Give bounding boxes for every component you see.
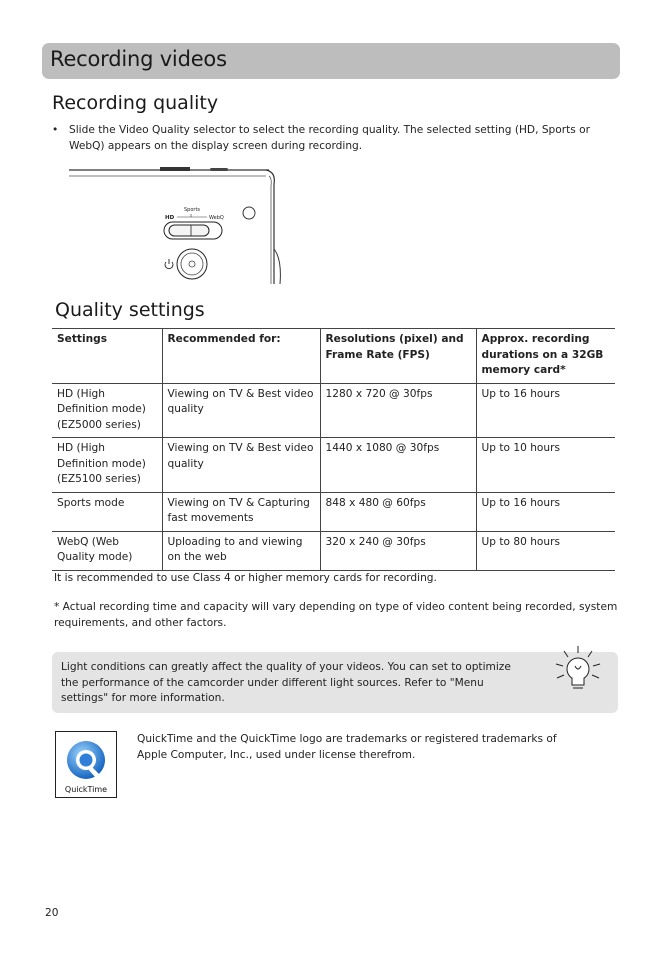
column-header: Approx. recording durations on a 32GB memory card* bbox=[476, 329, 615, 384]
quicktime-logo-label: QuickTime bbox=[64, 785, 108, 794]
section-title-bar bbox=[42, 43, 620, 79]
table-cell: Uploading to and viewing on the web bbox=[162, 531, 320, 570]
table-cell: 1440 x 1080 @ 30fps bbox=[320, 438, 476, 493]
table-cell: Viewing on TV & Capturing fast movements bbox=[162, 492, 320, 531]
tip-text: Light conditions can greatly affect the quality of your videos. You can set to optimize the performance of the camcorder under different light sources. Refer to "Menu settings" for more information. bbox=[61, 661, 511, 704]
table-cell: Up to 80 hours bbox=[476, 531, 615, 570]
tip-box bbox=[52, 652, 618, 713]
table-cell: HD (High Definition mode) (EZ5000 series) bbox=[52, 383, 162, 438]
lightbulb-icon bbox=[552, 644, 604, 696]
page-number: 20 bbox=[45, 907, 59, 919]
table-header-row bbox=[52, 329, 615, 384]
quicktime-logo bbox=[55, 731, 117, 798]
quality-settings-heading: Quality settings bbox=[55, 299, 205, 321]
table-row bbox=[52, 531, 615, 570]
hd-label: HD bbox=[165, 215, 175, 221]
table-row bbox=[52, 383, 615, 438]
table-cell: Up to 10 hours bbox=[476, 438, 615, 493]
webq-label: WebQ bbox=[209, 215, 224, 221]
bullet-dot: • bbox=[52, 124, 59, 136]
sports-label: Sports bbox=[184, 207, 201, 213]
camcorder-selector-illustration bbox=[66, 164, 291, 288]
quicktime-q-icon bbox=[56, 736, 116, 788]
recording-quality-heading: Recording quality bbox=[52, 92, 219, 114]
power-icon bbox=[165, 259, 173, 269]
bullet-text: Slide the Video Quality selector to select the recording quality. The selected setting (HD, Sports or WebQ) appears on the display screen during recording. bbox=[69, 124, 590, 152]
table-cell: Viewing on TV & Best video quality bbox=[162, 438, 320, 493]
table-cell: Sports mode bbox=[52, 492, 162, 531]
table-cell: HD (High Definition mode) (EZ5100 series) bbox=[52, 438, 162, 493]
asterisk-note: * Actual recording time and capacity will vary depending on type of video content being recorded, system requirements, and other factors. bbox=[54, 601, 618, 629]
quicktime-trademark-text: QuickTime and the QuickTime logo are trademarks or registered trademarks of Apple Computer, Inc., used under license therefrom. bbox=[137, 733, 557, 761]
table-cell: 320 x 240 @ 30fps bbox=[320, 531, 476, 570]
table-cell: Up to 16 hours bbox=[476, 383, 615, 438]
memory-card-note: It is recommended to use Class 4 or higher memory cards for recording. bbox=[54, 572, 437, 584]
page-title: Recording videos bbox=[50, 47, 227, 71]
table-row bbox=[52, 438, 615, 493]
table-cell: WebQ (Web Quality mode) bbox=[52, 531, 162, 570]
table-cell: Viewing on TV & Best video quality bbox=[162, 383, 320, 438]
column-header: Settings bbox=[52, 329, 162, 384]
quality-settings-table bbox=[52, 328, 615, 571]
table-cell: Up to 16 hours bbox=[476, 492, 615, 531]
column-header: Resolutions (pixel) and Frame Rate (FPS) bbox=[320, 329, 476, 384]
table-row bbox=[52, 492, 615, 531]
table-cell: 1280 x 720 @ 30fps bbox=[320, 383, 476, 438]
table-cell: 848 x 480 @ 60fps bbox=[320, 492, 476, 531]
column-header: Recommended for: bbox=[162, 329, 320, 384]
